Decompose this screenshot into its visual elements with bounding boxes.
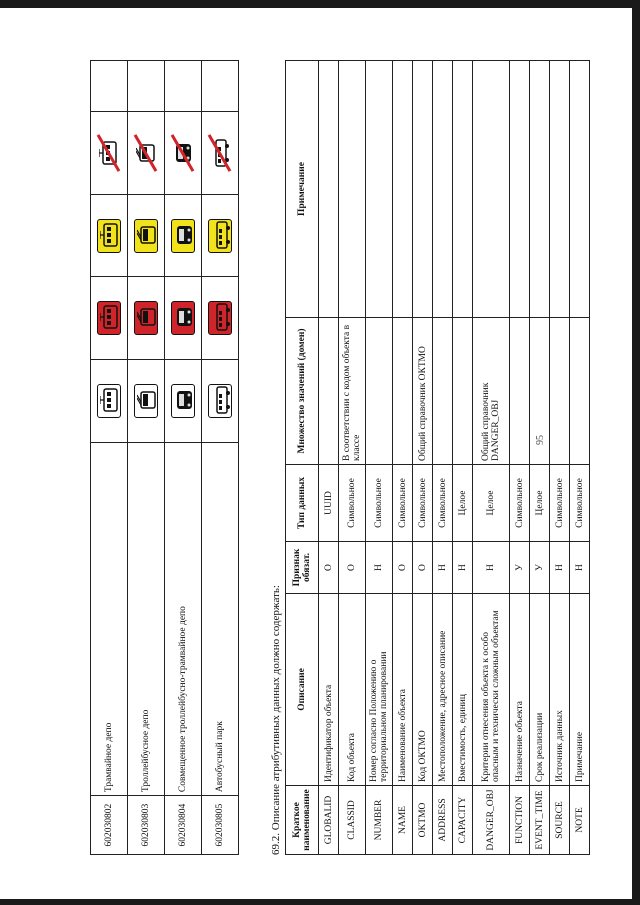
classifier-name: Совмещенное троллейбусно-трамвайное депо (165, 442, 202, 795)
attr-short-name: EVENT_TIME (530, 786, 550, 855)
attr-required: О (413, 542, 433, 594)
sign-red-cell (202, 277, 239, 360)
bus-icon (208, 384, 232, 418)
trolleybus-icon (134, 219, 158, 253)
classifier-row (202, 61, 239, 855)
attr-domain (550, 318, 570, 465)
attribute-row (393, 61, 413, 855)
attr-required: Н (433, 542, 453, 594)
attr-short-name: GLOBALID (319, 786, 339, 855)
attr-note (453, 61, 473, 318)
attr-required: О (393, 542, 413, 594)
attribute-row (530, 61, 550, 855)
attr-data-type: Символьное (510, 465, 530, 542)
attr-domain (510, 318, 530, 465)
attr-domain: В соответствии с кодом объекта в классе (339, 318, 366, 465)
section-caption: 69.2. Описание атрибутивных данных должно содержать: (270, 585, 282, 855)
classifier-name: Троллейбусное депо (128, 442, 165, 795)
attr-note (510, 61, 530, 318)
attr-domain (453, 318, 473, 465)
sign-red-cell (128, 277, 165, 360)
attr-data-type: Символьное (393, 465, 413, 542)
page-number: 95 (535, 435, 546, 445)
sign-yellow-cell (165, 194, 202, 277)
attr-note (433, 61, 453, 318)
empty-cell (165, 61, 202, 112)
empty-cell (202, 61, 239, 112)
attribute-table (285, 60, 590, 855)
attr-required: Н (473, 542, 510, 594)
attr-note (366, 61, 393, 318)
header-note: Примечание (286, 61, 319, 318)
attr-note (393, 61, 413, 318)
attribute-row (366, 61, 393, 855)
sign-prohibited-cell (91, 112, 128, 195)
sign-prohibited-cell (165, 112, 202, 195)
sign-red-cell (91, 277, 128, 360)
attr-domain (570, 318, 590, 465)
attr-description: Источник данных (550, 594, 570, 786)
attr-description: Местоположение, адресное описание (433, 594, 453, 786)
attr-note (319, 61, 339, 318)
classifier-row (91, 61, 128, 855)
attr-short-name: CAPACITY (453, 786, 473, 855)
sign-white-cell (202, 360, 239, 443)
tram-trolleybus-icon (171, 136, 195, 170)
attr-data-type: Символьное (570, 465, 590, 542)
attribute-row (433, 61, 453, 855)
sign-white-cell (128, 360, 165, 443)
classifier-name: Автобусный парк (202, 442, 239, 795)
attr-note (473, 61, 510, 318)
attr-short-name: NOTE (570, 786, 590, 855)
attr-required: Н (366, 542, 393, 594)
sign-prohibited-cell (128, 112, 165, 195)
sign-yellow-cell (91, 194, 128, 277)
attr-domain (319, 318, 339, 465)
attr-required: Н (453, 542, 473, 594)
header-domain: Множество значений (домен) (286, 318, 319, 465)
attr-data-type: Символьное (550, 465, 570, 542)
attr-data-type: Целое (530, 465, 550, 542)
scan-edge-bottom (0, 899, 640, 905)
attr-short-name: CLASSID (339, 786, 366, 855)
classifier-row (165, 61, 202, 855)
classifier-row (128, 61, 165, 855)
attr-description: Код объекта (339, 594, 366, 786)
sign-white-cell (91, 360, 128, 443)
attr-note (413, 61, 433, 318)
classifier-name: Трамвайное депо (91, 442, 128, 795)
attr-domain (433, 318, 453, 465)
tram-icon (97, 136, 121, 170)
attr-short-name: FUNCTION (510, 786, 530, 855)
sign-white-cell (165, 360, 202, 443)
bus-icon (208, 136, 232, 170)
tram-trolleybus-icon (171, 384, 195, 418)
empty-cell (128, 61, 165, 112)
attribute-row (339, 61, 366, 855)
bus-icon (208, 219, 232, 253)
bus-icon (208, 301, 232, 335)
attr-description: Код ОКТМО (413, 594, 433, 786)
attr-description: Срок реализации (530, 594, 550, 786)
attr-description: Примечание (570, 594, 590, 786)
attr-domain: Общий справочник ОКТМО (413, 318, 433, 465)
trolleybus-icon (134, 301, 158, 335)
attr-data-type: Целое (473, 465, 510, 542)
attr-required: О (319, 542, 339, 594)
attr-note (570, 61, 590, 318)
header-data-type: Тип данных (286, 465, 319, 542)
attr-description: Вместимость, единиц (453, 594, 473, 786)
attr-short-name: OKTMO (413, 786, 433, 855)
header-required: Признак обязат. (286, 542, 319, 594)
attr-required: О (339, 542, 366, 594)
attr-short-name: DANGER_OBJ (473, 786, 510, 855)
empty-cell (91, 61, 128, 112)
header-short-name: Краткое наименование (286, 786, 319, 855)
classifier-code: 602030802 (91, 796, 128, 855)
attr-description: Назначение объекта (510, 594, 530, 786)
trolleybus-icon (134, 384, 158, 418)
attr-short-name: NAME (393, 786, 413, 855)
attr-short-name: ADDRESS (433, 786, 453, 855)
attribute-row (570, 61, 590, 855)
attribute-row (550, 61, 570, 855)
attr-description: Номер согласно Положению о территориальном планировании (366, 594, 393, 786)
attr-data-type: Символьное (366, 465, 393, 542)
classifier-table (90, 60, 239, 855)
sign-prohibited-cell (202, 112, 239, 195)
attr-description: Идентификатор объекта (319, 594, 339, 786)
attribute-row (319, 61, 339, 855)
attr-data-type: Символьное (433, 465, 453, 542)
attr-short-name: NUMBER (366, 786, 393, 855)
attr-domain (393, 318, 413, 465)
attr-domain (366, 318, 393, 465)
attr-note (530, 61, 550, 318)
attribute-header-row (286, 61, 319, 855)
classifier-code: 602030804 (165, 796, 202, 855)
tram-trolleybus-icon (171, 219, 195, 253)
attr-description: Критерии отнесения объекта к особо опасным и технически сложным объектам (473, 594, 510, 786)
tram-icon (97, 384, 121, 418)
attr-domain: Общий справочник DANGER_OBJ (473, 318, 510, 465)
rotated-page (90, 55, 590, 855)
attribute-row (510, 61, 530, 855)
attr-data-type: UUID (319, 465, 339, 542)
attr-note (550, 61, 570, 318)
header-description: Описание (286, 594, 319, 786)
scan-edge-top (0, 0, 640, 8)
attr-required: У (530, 542, 550, 594)
tram-icon (97, 219, 121, 253)
attr-required: Н (570, 542, 590, 594)
sign-yellow-cell (128, 194, 165, 277)
attr-note (339, 61, 366, 318)
sign-red-cell (165, 277, 202, 360)
attr-required: Н (550, 542, 570, 594)
attribute-row (473, 61, 510, 855)
tram-icon (97, 301, 121, 335)
sign-yellow-cell (202, 194, 239, 277)
attribute-row (413, 61, 433, 855)
classifier-code: 602030805 (202, 796, 239, 855)
attr-description: Наименование объекта (393, 594, 413, 786)
attr-data-type: Символьное (413, 465, 433, 542)
classifier-code: 602030803 (128, 796, 165, 855)
attr-data-type: Символьное (339, 465, 366, 542)
scan-edge-right (632, 0, 640, 905)
attribute-row (453, 61, 473, 855)
attr-required: У (510, 542, 530, 594)
attr-data-type: Целое (453, 465, 473, 542)
tram-trolleybus-icon (171, 301, 195, 335)
attr-short-name: SOURCE (550, 786, 570, 855)
trolleybus-icon (134, 136, 158, 170)
